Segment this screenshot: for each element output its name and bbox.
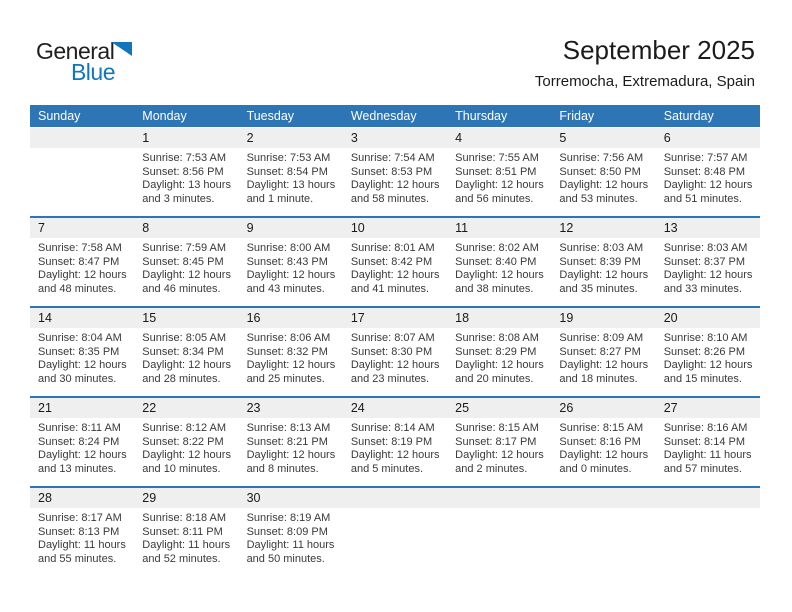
sunset-text: Sunset: 8:34 PM — [142, 345, 224, 358]
calendar-cell — [239, 148, 343, 216]
sunrise-text: Sunrise: 8:05 AM — [142, 332, 227, 344]
daylight-text: Daylight: 11 hours and 57 minutes. — [663, 449, 752, 475]
sunrise-text: Sunrise: 8:04 AM — [38, 332, 122, 344]
day-number — [30, 128, 134, 148]
sunset-text: Sunset: 8:30 PM — [350, 345, 433, 358]
sunrise-text: Sunrise: 7:53 AM — [142, 152, 227, 164]
sunrise-text: Sunrise: 8:14 AM — [350, 422, 435, 434]
calendar-grid — [30, 128, 760, 576]
week-body — [30, 418, 760, 486]
day-number: 21 — [38, 401, 52, 415]
calendar-cell — [447, 418, 551, 486]
sunrise-text: Sunrise: 8:00 AM — [246, 242, 331, 254]
daylight-text: Daylight: 12 hours and 0 minutes. — [559, 449, 649, 475]
day-number: 15 — [142, 311, 157, 325]
logo-word-general: General — [36, 38, 115, 64]
sunset-text: Sunset: 8:42 PM — [350, 255, 433, 268]
sunrise-text: Sunrise: 7:56 AM — [559, 152, 644, 164]
calendar-cell — [134, 238, 238, 306]
daylight-text: Daylight: 12 hours and 56 minutes. — [455, 179, 544, 205]
daylight-text: Daylight: 12 hours and 13 minutes. — [38, 449, 127, 475]
calendar-cell — [656, 508, 760, 576]
day-number: 20 — [663, 311, 678, 325]
daylight-text: Daylight: 12 hours and 51 minutes. — [663, 179, 753, 205]
calendar-cell — [656, 418, 760, 486]
calendar-cell — [656, 148, 760, 216]
weekday-header-tuesday: Tuesday — [246, 109, 295, 123]
sunrise-text: Sunrise: 7:57 AM — [663, 152, 748, 164]
day-number — [343, 488, 447, 508]
daylight-text: Daylight: 12 hours and 43 minutes. — [246, 269, 336, 295]
calendar-cell — [447, 328, 551, 396]
calendar-cell — [343, 508, 447, 576]
day-number: 23 — [246, 401, 261, 415]
page-subtitle: Torremocha, Extremadura, Spain — [534, 72, 755, 90]
day-number: 8 — [142, 221, 150, 235]
weekday-header-row — [30, 105, 760, 127]
calendar-cell — [551, 418, 655, 486]
calendar-cell — [30, 418, 134, 486]
calendar-cell — [656, 328, 760, 396]
day-number — [447, 488, 551, 508]
day-number: 30 — [246, 491, 261, 505]
sunset-text: Sunset: 8:54 PM — [246, 165, 328, 178]
day-number: 24 — [350, 401, 365, 415]
calendar-cell — [134, 418, 238, 486]
day-number: 18 — [455, 311, 470, 325]
calendar-cell — [551, 148, 655, 216]
sunset-text: Sunset: 8:37 PM — [663, 255, 746, 268]
day-number: 16 — [246, 311, 261, 325]
day-number — [551, 488, 655, 508]
sunrise-text: Sunrise: 7:55 AM — [455, 152, 539, 164]
daylight-text: Daylight: 11 hours and 55 minutes. — [38, 539, 126, 565]
sunrise-text: Sunrise: 7:53 AM — [246, 152, 331, 164]
day-number: 25 — [455, 401, 470, 415]
weekday-header-wednesday: Wednesday — [350, 109, 417, 123]
calendar-cell — [239, 508, 343, 576]
day-number — [656, 488, 760, 508]
daylight-text: Daylight: 12 hours and 46 minutes. — [142, 269, 231, 295]
sunset-text: Sunset: 8:09 PM — [246, 525, 328, 538]
daylight-text: Daylight: 11 hours and 52 minutes. — [142, 539, 231, 565]
day-number: 27 — [663, 401, 678, 415]
calendar-cell — [134, 508, 238, 576]
sunset-text: Sunset: 8:22 PM — [142, 435, 224, 448]
day-number: 14 — [38, 311, 52, 325]
week-body — [30, 508, 760, 576]
calendar-cell — [134, 328, 238, 396]
day-number: 11 — [455, 221, 469, 235]
daylight-text: Daylight: 12 hours and 28 minutes. — [142, 359, 231, 385]
sunrise-text: Sunrise: 7:59 AM — [142, 242, 227, 254]
sunrise-text: Sunrise: 8:10 AM — [663, 332, 748, 344]
week-row — [30, 396, 760, 486]
day-number: 2 — [246, 131, 254, 145]
sunset-text: Sunset: 8:26 PM — [663, 345, 746, 358]
sunrise-text: Sunrise: 8:01 AM — [350, 242, 435, 254]
sunrise-text: Sunrise: 8:17 AM — [38, 512, 122, 524]
daylight-text: Daylight: 13 hours and 1 minute. — [246, 179, 336, 205]
day-number: 17 — [350, 311, 365, 325]
daylight-text: Daylight: 12 hours and 38 minutes. — [455, 269, 544, 295]
sunrise-text: Sunrise: 8:06 AM — [246, 332, 331, 344]
daylight-text: Daylight: 12 hours and 2 minutes. — [455, 449, 544, 475]
day-number: 28 — [38, 491, 52, 505]
sunset-text: Sunset: 8:39 PM — [559, 255, 641, 268]
daylight-text: Daylight: 12 hours and 35 minutes. — [559, 269, 649, 295]
day-number: 12 — [559, 221, 574, 235]
calendar-cell — [30, 148, 134, 216]
week-row — [30, 128, 760, 216]
week-row — [30, 216, 760, 306]
day-number: 5 — [559, 131, 567, 145]
calendar-cell — [239, 328, 343, 396]
day-number: 29 — [142, 491, 157, 505]
day-number-band — [30, 398, 760, 418]
weekday-header-thursday: Thursday — [455, 109, 508, 123]
logo-word-blue: Blue — [70, 59, 115, 85]
sunset-text: Sunset: 8:50 PM — [559, 165, 641, 178]
daylight-text: Daylight: 12 hours and 5 minutes. — [350, 449, 440, 475]
weekday-header-monday: Monday — [142, 109, 187, 123]
week-row — [30, 486, 760, 576]
sunset-text: Sunset: 8:48 PM — [663, 165, 746, 178]
calendar-cell — [343, 418, 447, 486]
daylight-text: Daylight: 12 hours and 8 minutes. — [246, 449, 336, 475]
page-title: September 2025 — [562, 35, 755, 65]
day-number: 13 — [663, 221, 678, 235]
calendar-cell — [30, 238, 134, 306]
daylight-text: Daylight: 12 hours and 30 minutes. — [38, 359, 127, 385]
day-number: 3 — [350, 131, 358, 145]
sunset-text: Sunset: 8:14 PM — [663, 435, 746, 448]
sunrise-text: Sunrise: 8:15 AM — [559, 422, 644, 434]
daylight-text: Daylight: 12 hours and 23 minutes. — [350, 359, 440, 385]
calendar-cell — [30, 508, 134, 576]
day-number: 4 — [455, 131, 463, 145]
calendar-cell — [447, 148, 551, 216]
weekday-header-saturday: Saturday — [663, 109, 714, 123]
sunrise-text: Sunrise: 8:09 AM — [559, 332, 644, 344]
week-body — [30, 148, 760, 216]
day-number-band — [30, 488, 760, 508]
weekday-header-sunday: Sunday — [38, 109, 81, 123]
day-number: 22 — [142, 401, 157, 415]
daylight-text: Daylight: 13 hours and 3 minutes. — [142, 179, 231, 205]
daylight-text: Daylight: 11 hours and 50 minutes. — [246, 539, 335, 565]
day-number: 9 — [246, 221, 254, 235]
daylight-text: Daylight: 12 hours and 10 minutes. — [142, 449, 231, 475]
daylight-text: Daylight: 12 hours and 20 minutes. — [455, 359, 544, 385]
sunrise-text: Sunrise: 8:03 AM — [559, 242, 644, 254]
sunrise-text: Sunrise: 8:02 AM — [455, 242, 539, 254]
daylight-text: Daylight: 12 hours and 25 minutes. — [246, 359, 336, 385]
sunrise-text: Sunrise: 8:07 AM — [350, 332, 435, 344]
general-blue-logo — [36, 40, 132, 84]
day-number: 6 — [663, 131, 671, 145]
sunset-text: Sunset: 8:51 PM — [455, 165, 537, 178]
calendar-table — [30, 105, 760, 576]
sunset-text: Sunset: 8:45 PM — [142, 255, 224, 268]
logo-triangle-icon — [111, 42, 132, 56]
sunrise-text: Sunrise: 8:18 AM — [142, 512, 227, 524]
sunrise-text: Sunrise: 7:54 AM — [350, 152, 435, 164]
sunset-text: Sunset: 8:13 PM — [38, 525, 120, 538]
sunset-text: Sunset: 8:56 PM — [142, 165, 224, 178]
calendar-cell — [239, 238, 343, 306]
sunset-text: Sunset: 8:40 PM — [455, 255, 537, 268]
sunrise-text: Sunrise: 7:58 AM — [38, 242, 122, 254]
sunset-text: Sunset: 8:27 PM — [559, 345, 641, 358]
calendar-cell — [343, 328, 447, 396]
day-number-band — [30, 218, 760, 238]
week-row — [30, 306, 760, 396]
day-number: 10 — [350, 221, 365, 235]
sunset-text: Sunset: 8:53 PM — [350, 165, 433, 178]
sunset-text: Sunset: 8:43 PM — [246, 255, 328, 268]
calendar-cell — [239, 418, 343, 486]
sunrise-text: Sunrise: 8:08 AM — [455, 332, 539, 344]
sunrise-text: Sunrise: 8:16 AM — [663, 422, 748, 434]
calendar-cell — [447, 238, 551, 306]
sunrise-text: Sunrise: 8:11 AM — [38, 422, 121, 434]
calendar-cell — [447, 508, 551, 576]
daylight-text: Daylight: 12 hours and 58 minutes. — [350, 179, 440, 205]
daylight-text: Daylight: 12 hours and 18 minutes. — [559, 359, 649, 385]
sunset-text: Sunset: 8:16 PM — [559, 435, 641, 448]
calendar-cell — [551, 508, 655, 576]
weekday-header-friday: Friday — [559, 109, 595, 123]
day-number-band — [30, 128, 760, 148]
daylight-text: Daylight: 12 hours and 53 minutes. — [559, 179, 649, 205]
calendar-cell — [656, 238, 760, 306]
sunset-text: Sunset: 8:17 PM — [455, 435, 537, 448]
day-number: 1 — [142, 131, 150, 145]
daylight-text: Daylight: 12 hours and 15 minutes. — [663, 359, 753, 385]
day-number: 26 — [559, 401, 574, 415]
calendar-cell — [343, 148, 447, 216]
sunrise-text: Sunrise: 8:13 AM — [246, 422, 331, 434]
sunset-text: Sunset: 8:19 PM — [350, 435, 433, 448]
sunrise-text: Sunrise: 8:19 AM — [246, 512, 331, 524]
day-number: 7 — [38, 221, 45, 235]
sunrise-text: Sunrise: 8:03 AM — [663, 242, 748, 254]
calendar-cell — [551, 328, 655, 396]
sunset-text: Sunset: 8:32 PM — [246, 345, 328, 358]
daylight-text: Daylight: 12 hours and 48 minutes. — [38, 269, 127, 295]
daylight-text: Daylight: 12 hours and 41 minutes. — [350, 269, 440, 295]
week-body — [30, 238, 760, 306]
sunset-text: Sunset: 8:47 PM — [38, 255, 120, 268]
daylight-text: Daylight: 12 hours and 33 minutes. — [663, 269, 753, 295]
sunset-text: Sunset: 8:35 PM — [38, 345, 120, 358]
calendar-cell — [134, 148, 238, 216]
week-body — [30, 328, 760, 396]
sunset-text: Sunset: 8:11 PM — [142, 525, 223, 538]
sunset-text: Sunset: 8:21 PM — [246, 435, 328, 448]
day-number-band — [30, 308, 760, 328]
sunset-text: Sunset: 8:29 PM — [455, 345, 537, 358]
sunset-text: Sunset: 8:24 PM — [38, 435, 120, 448]
day-number: 19 — [559, 311, 574, 325]
calendar-cell — [343, 238, 447, 306]
sunrise-text: Sunrise: 8:12 AM — [142, 422, 227, 434]
calendar-cell — [30, 328, 134, 396]
calendar-cell — [551, 238, 655, 306]
title-block — [535, 36, 755, 90]
sunrise-text: Sunrise: 8:15 AM — [455, 422, 539, 434]
